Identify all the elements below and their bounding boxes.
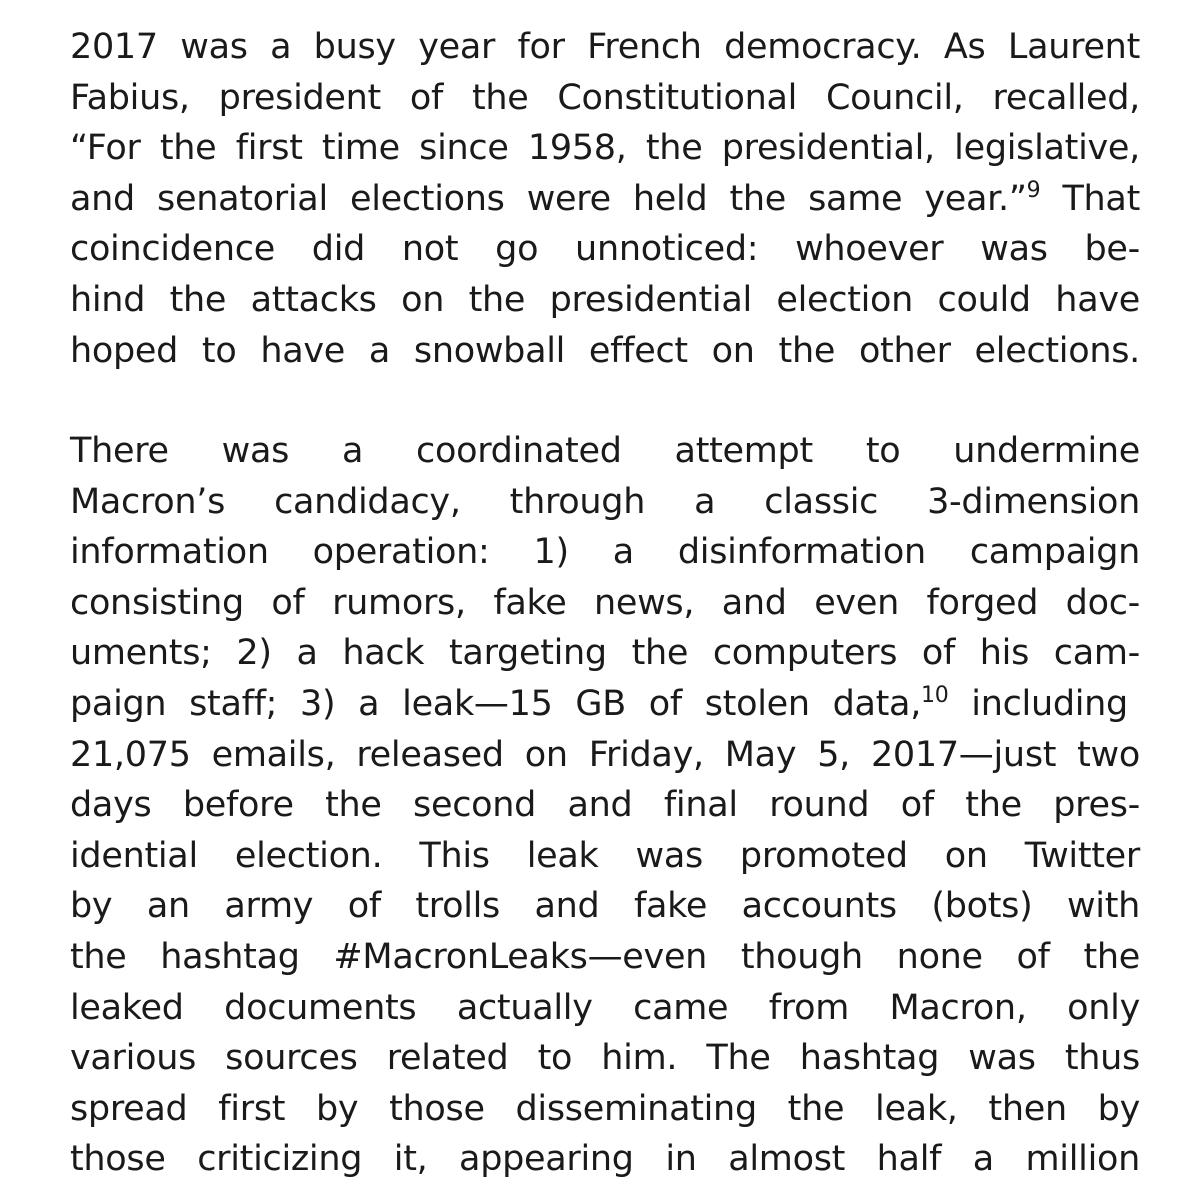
text-line: 2017 was a busy year for French democracy. As Laurent — [70, 27, 1140, 67]
text-line: the hashtag #MacronLeaks—even though none of the — [70, 936, 1140, 977]
text-line: information operation: 1) a disinformation campaign — [70, 532, 1140, 573]
text-line: paign staff; 3) a leak—15 GB of stolen data,$^{10}$ including — [70, 682, 1128, 724]
text-line: those criticizing it, appearing in almost half a million — [70, 1139, 1140, 1180]
text-line: by an army of trolls and fake accounts (bots) with — [70, 886, 1140, 927]
text-line: Fabius, president of the Constitutional Council, recalled, — [70, 77, 1140, 118]
text-line: days before the second and final round of the pres- — [70, 785, 1140, 826]
text-line: uments; 2) a hack targeting the computers of his cam- — [70, 633, 1140, 674]
text-line: leaked documents actually came from Macron, only — [70, 987, 1140, 1028]
text-line: 21,075 emails, released on Friday, May 5, 2017—just two — [70, 734, 1140, 775]
text-line: “For the first time since 1958, the presidential, legislative, — [70, 128, 1140, 169]
text-line: consisting of rumors, fake news, and even forged doc- — [70, 582, 1140, 623]
text-line: various sources related to him. The hashtag was thus — [70, 1038, 1140, 1079]
text-line: and senatorial elections were held the same year.”$^9$ That — [70, 177, 1140, 219]
text-line: hind the attacks on the presidential election could have — [70, 279, 1140, 320]
text-line: idential election. This leak was promoted on Twitter — [70, 835, 1140, 876]
text-line: There was a coordinated attempt to undermine — [70, 431, 1140, 471]
paragraph-1 — [70, 22, 1140, 376]
text-line: coincidence did not go unnoticed: whoever was be- — [70, 229, 1140, 270]
paragraph-2 — [70, 426, 1140, 1185]
text-line: spread first by those disseminating the leak, then by — [70, 1088, 1140, 1129]
text-line: hoped to have a snowball effect on the other elections. — [70, 330, 1140, 371]
footnote-ref-9[interactable]: 9 — [1026, 177, 1041, 203]
footnote-ref-10[interactable]: 10 — [921, 682, 949, 708]
text-line: Macron’s candidacy, through a classic 3-dimension — [70, 481, 1140, 522]
